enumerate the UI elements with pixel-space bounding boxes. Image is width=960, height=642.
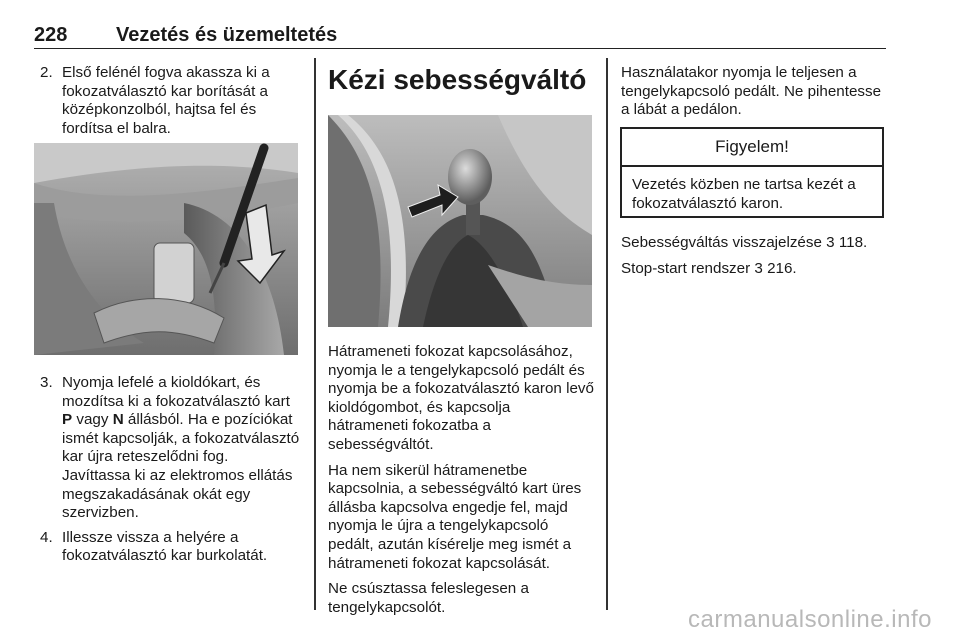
reference-shift-indicator: Sebességváltás visszajelzése 3 118.	[621, 234, 868, 251]
chapter-title: Vezetés és üzemeltetés	[116, 24, 338, 46]
step-4: 4. Illessze vissza a helyére a fokozatválasztó kar burkolatát.	[40, 528, 268, 565]
cover-removal-illustration	[34, 143, 298, 355]
position-p: P	[62, 411, 73, 429]
gear-lever-figure	[328, 115, 592, 327]
page-ref-link[interactable]: 216.	[767, 259, 797, 277]
watermark: carmanualsonline.info	[688, 606, 932, 633]
middle-column	[328, 64, 592, 96]
step-3: 3. Nyomja lefelé a kioldókart, és mozdítsa ki a fokozatválasztó kart P vagy N állásból. Ha e pozíciókat ismét kapcsolják, a fokozatválasztó kar újra reteszelődni fog. Javíttassa ki az elektromos ellátás megszakadásának okát egy szervizben.	[40, 374, 300, 522]
gear-lever-illustration	[328, 115, 592, 327]
step-2: 2. Első felénél fogva akassza ki a fokozatválasztó kar borítását a középkonzolból, hajtsa fel és fordítsa el balra.	[40, 64, 270, 137]
left-column-lower	[34, 374, 300, 572]
left-column	[34, 64, 300, 144]
middle-column-text	[328, 343, 594, 624]
notice-body: Vezetés közben ne tartsa kezét a fokozatválasztó karon.	[632, 176, 856, 212]
notice-title: Figyelem!	[622, 129, 882, 167]
right-column-refs	[621, 234, 891, 285]
page-number: 228	[34, 24, 68, 46]
column-divider-2	[606, 58, 608, 610]
section-heading: Kézi sebességváltó	[328, 64, 587, 95]
page-ref-link[interactable]: 118.	[838, 234, 868, 251]
page-ref-arrow-icon: 3	[826, 234, 835, 251]
cover-removal-figure	[34, 143, 298, 355]
paragraph-clutch: Ne csúsztassa feleslegesen a tengelykapcsolót.	[328, 580, 529, 616]
paragraph-reverse-gear: Hátrameneti fokozat kapcsolásához, nyomja le a tengelykapcsoló pedált és nyomja be a fokozatválasztó karon levő kioldógombot, és kapcsolja hátrameneti fokozatba a sebességváltót.	[328, 343, 594, 453]
position-n: N	[112, 411, 124, 429]
page-ref-arrow-icon: 3	[754, 259, 763, 277]
paragraph-retry: Ha nem sikerül hátramenetbe kapcsolnia, a sebességváltó kart üres állásba kapcsolva engedje fel, majd nyomja le újra a tengelykapcsoló pedált, azután kísérelje meg ismét a hátrameneti fokozat kapcsolását.	[328, 461, 582, 572]
warning-notice	[620, 127, 884, 218]
page-header	[34, 14, 886, 49]
column-divider-1	[314, 58, 316, 610]
paragraph-clutch-usage: Használatakor nyomja le teljesen a tengelykapcsoló pedált. Ne pihentesse a lábát a pedálon.	[621, 64, 882, 119]
reference-stop-start: Stop-start rendszer 3 216.	[621, 259, 797, 277]
right-column	[621, 64, 885, 127]
